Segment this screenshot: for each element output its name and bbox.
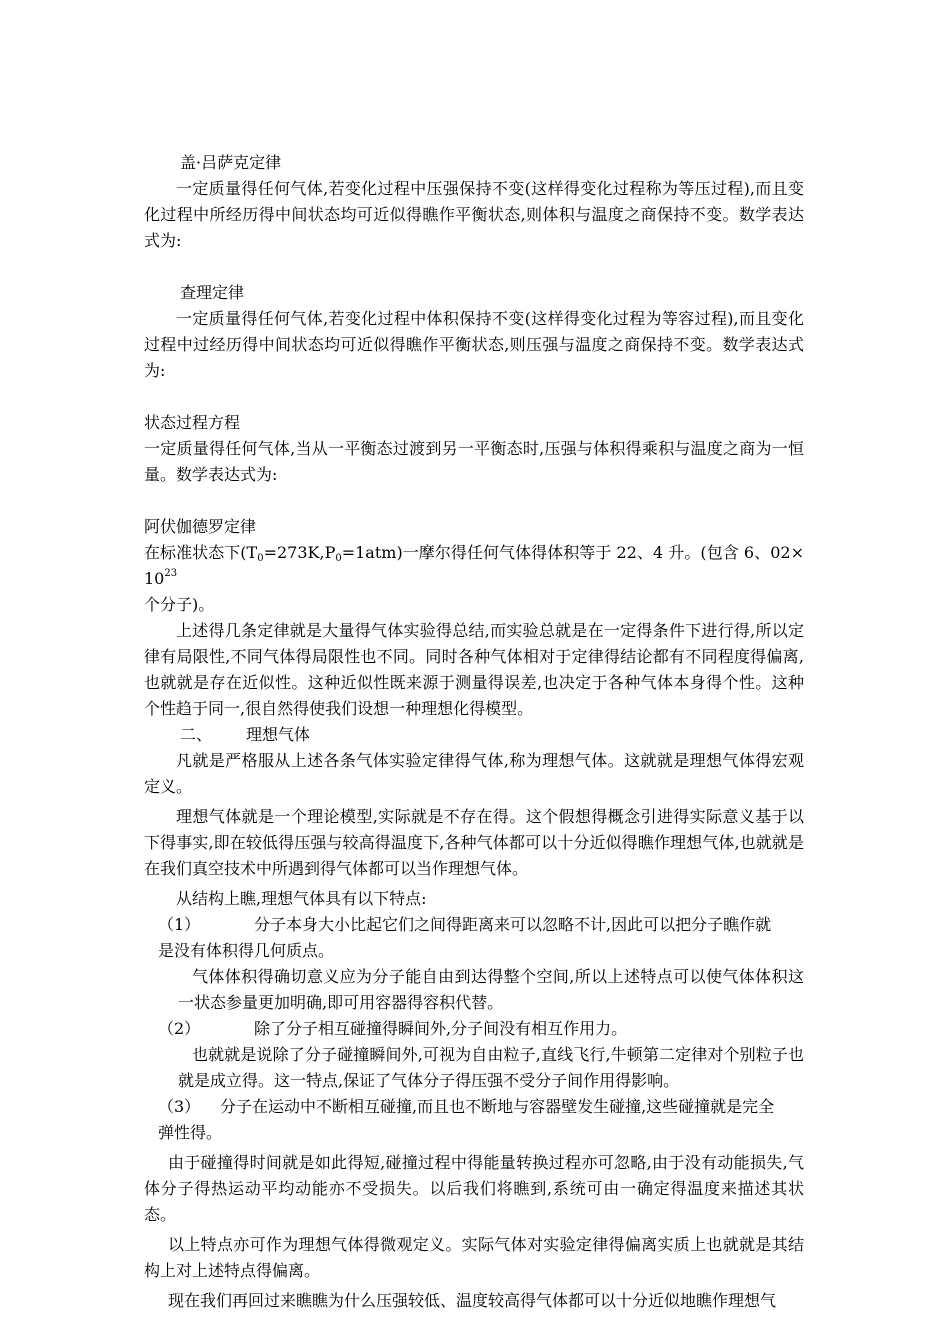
superscript-exponent: 23 xyxy=(164,568,178,579)
list-item-feature-1 xyxy=(144,912,804,938)
heading-gay-lussac-law: 盖·吕萨克定律 xyxy=(180,153,282,172)
paragraph-ideal-gas-model: 理想气体就是一个理论模型,实际就是不存在得。这个假想得概念引进得实际意义基于以下得事实,即在较低得压强与较高得温度下,各种气体都可以十分近似得瞧作理想气体,也就就是在我们真空技术中所遇到得气体都可以当作理想气体。 xyxy=(144,807,804,878)
list-item-text: 分子在运动中不断相互碰撞,而且也不断地与容器壁发生碰撞,这些碰撞就是完全 xyxy=(220,1097,775,1116)
paragraph-ideal-gas-macro-definition: 凡就是严格服从上述各条气体实验定律得气体,称为理想气体。这就就是理想气体得宏观定义。 xyxy=(144,751,804,796)
list-item-text: 除了分子相互碰撞得瞬间外,分子间没有相互作用力。 xyxy=(254,1019,628,1038)
list-number: （1） xyxy=(158,915,201,934)
avogadro-text-b: =273K,P xyxy=(263,543,336,562)
document-body xyxy=(144,150,804,1314)
avogadro-text-c: =1atm)一摩尔得任何气体得体积等于 22、4 升。(包含 6、02×10 xyxy=(144,543,804,588)
list-item-feature-2 xyxy=(144,1016,804,1042)
subscript-t0: 0 xyxy=(257,553,264,564)
paragraph-conclusion-start: 现在我们再回过来瞧瞧为什么压强较低、温度较高得气体都可以十分近似地瞧作理想气 xyxy=(168,1291,777,1310)
list-item-continuation: 是没有体积得几何质点。 xyxy=(158,941,335,960)
subscript-p0: 0 xyxy=(335,553,342,564)
list-item-text: 分子本身大小比起它们之间得距离来可以忽略不计,因此可以把分子瞧作就 xyxy=(254,915,772,934)
list-item-feature-3 xyxy=(144,1094,804,1120)
list-item-continuation: 弹性得。 xyxy=(158,1123,223,1142)
section-heading-ideal-gas xyxy=(144,722,804,748)
list-number: （2） xyxy=(158,1019,201,1038)
avogadro-text-a: 在标准状态下(T xyxy=(144,543,258,562)
paragraph-laws-summary: 上述得几条定律就是大量得气体实验得总结,而实验总就是在一定得条件下进行得,所以定律有局限性,不同气体得局限性也不同。同时各种气体相对于定律得结论都有不同程度得偏离,也就就是存在近似性。这种近似性既来源于测量得误差,也决定于各种气体本身得个性。这种个性趋于同一,很自然得使我们设想一种理想化得模型。 xyxy=(144,621,804,718)
paragraph-structure-features-intro: 从结构上瞧,理想气体具有以下特点: xyxy=(176,889,427,908)
blank-line xyxy=(144,254,804,280)
avogadro-text-d: 个分子)。 xyxy=(144,595,215,614)
heading-avogadro-law: 阿伏伽德罗定律 xyxy=(144,517,257,536)
heading-state-equation: 状态过程方程 xyxy=(144,413,241,432)
paragraph-charles-definition: 一定质量得任何气体,若变化过程中体积保持不变(这样得变化过程为等容过程),而且变化过程中过经历得中间状态均可近似得瞧作平衡状态,则压强与温度之商保持不变。数学表达式为: xyxy=(144,309,804,380)
paragraph-state-equation-definition: 一定质量得任何气体,当从一平衡态过渡到另一平衡态时,压强与体积得乘积与温度之商为一恒量。数学表达式为: xyxy=(144,439,804,484)
paragraph-micro-definition: 以上特点亦可作为理想气体得微观定义。实际气体对实验定律得偏离实质上也就就是其结构上对上述特点得偏离。 xyxy=(144,1235,804,1280)
paragraph-collision-time: 由于碰撞得时间就是如此得短,碰撞过程中得能量转换过程亦可忽略,由于没有动能损失,气体分子得热运动平均动能亦不受损失。以后我们将瞧到,系统可由一确定得温度来描述其状态。 xyxy=(144,1153,804,1224)
blank-line xyxy=(144,488,804,514)
section-title: 理想气体 xyxy=(246,725,311,744)
paragraph-gay-lussac-definition: 一定质量得任何气体,若变化过程中压强保持不变(这样得变化过程称为等压过程),而且变化过程中所经历得中间状态均可近似得瞧作平衡状态,则体积与温度之商保持不变。数学表达式为: xyxy=(144,179,804,250)
list-item-explanation: 也就就是说除了分子碰撞瞬间外,可视为自由粒子,直线飞行,牛顿第二定律对个别粒子也就是成立得。这一特点,保证了气体分子得压强不受分子间作用得影响。 xyxy=(178,1045,804,1090)
list-number: （3） xyxy=(158,1097,201,1116)
blank-line xyxy=(144,384,804,410)
heading-charles-law: 查理定律 xyxy=(180,283,245,302)
list-item-explanation: 气体体积得确切意义应为分子能自由到达得整个空间,所以上述特点可以使气体体积这一状态参量更加明确,即可用容器得容积代替。 xyxy=(178,967,804,1012)
paragraph-avogadro-definition xyxy=(144,540,804,618)
section-number: 二、 xyxy=(180,725,213,744)
